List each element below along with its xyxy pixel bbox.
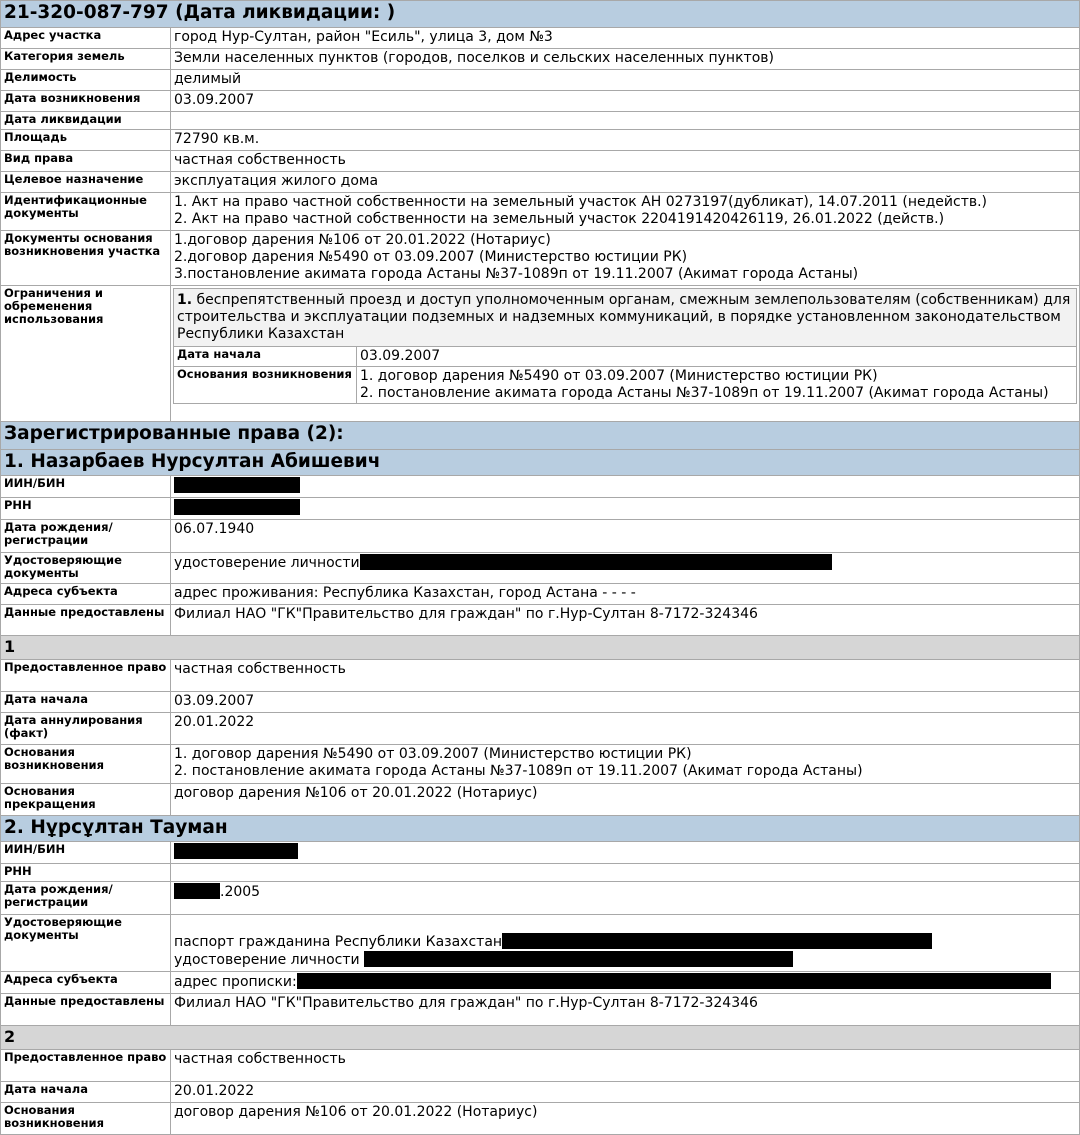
area-value: 72790 кв.м. [171, 130, 1080, 151]
owner2-iin-label: ИИН/БИН [1, 842, 171, 864]
owner2-doc-id: удостоверение личности [174, 952, 360, 968]
restriction-basis-value [357, 367, 1077, 404]
basis-doc-line: 3.постановление акимата города Астаны №37-1089п от 19.11.2007 (Акимат города Астаны) [174, 266, 859, 282]
owner1-termination-label: Основания прекращения [1, 784, 171, 816]
owner2-doc-line [174, 951, 1076, 969]
owner2-birth-suffix: .2005 [220, 884, 261, 900]
owner1-rnn-value [171, 498, 1080, 520]
liquidation-date-value [171, 112, 1080, 130]
owner2-docs-value [171, 915, 1080, 972]
owner1-annul-value: 20.01.2022 [171, 713, 1080, 745]
registered-rights-title: Зарегистрированные права (2): [1, 422, 1080, 450]
origin-date-label: Дата возникновения [1, 91, 171, 112]
purpose-value: эксплуатация жилого дома [171, 172, 1080, 193]
restriction-basis-line: 1. договор дарения №5490 от 03.09.2007 (Министерство юстиции РК) [360, 368, 878, 384]
owner2-iin-value [171, 842, 1080, 864]
owner2-rnn-label: РНН [1, 864, 171, 882]
restriction-start-value: 03.09.2007 [357, 347, 1077, 367]
owner1-birth-value: 06.07.1940 [171, 520, 1080, 553]
restriction-item [174, 289, 1077, 347]
restriction-text: беспрепятственный проезд и доступ уполномоченным органам, смежным землепользователям (собственникам) для строительства и эксплуатации подземных и надземных коммуникаций, в порядке установленном законодательством Республики Казахстан [177, 292, 1071, 342]
owner2-start-value: 20.01.2022 [171, 1082, 1080, 1103]
owner2-basis-label: Основания возникновения [1, 1103, 171, 1135]
owner2-docs-label: Удостоверяющие документы [1, 915, 171, 972]
restriction-start-label: Дата начала [174, 347, 357, 367]
owner1-basis-label: Основания возникновения [1, 745, 171, 784]
owner2-right-number: 2 [1, 1026, 1080, 1050]
owner1-title: 1. Назарбаев Нурсултан Абишевич [1, 450, 1080, 476]
owner2-address-value [171, 972, 1080, 994]
owner1-basis-value [171, 745, 1080, 784]
owner1-right-number: 1 [1, 636, 1080, 660]
owner1-start-value: 03.09.2007 [171, 692, 1080, 713]
owner2-address-text: адрес прописки: [174, 974, 297, 990]
owner1-basis-line: 2. постановление акимата города Астаны №37-1089п от 19.11.2007 (Акимат города Астаны) [174, 763, 863, 779]
owner2-basis-value: договор дарения №106 от 20.01.2022 (Нотариус) [171, 1103, 1080, 1135]
owner2-address-label: Адреса субъекта [1, 972, 171, 994]
redaction-block [364, 951, 793, 967]
area-label: Площадь [1, 130, 171, 151]
liquidation-date-label: Дата ликвидации [1, 112, 171, 130]
owner1-right-value: частная собственность [171, 660, 1080, 692]
redaction-block [174, 499, 300, 515]
redaction-block [174, 883, 220, 899]
redaction-block [174, 843, 298, 859]
owner1-iin-value [171, 476, 1080, 498]
address-label: Адрес участка [1, 28, 171, 49]
owner2-birth-label: Дата рождения/регистрации [1, 882, 171, 915]
right-type-label: Вид права [1, 151, 171, 172]
id-doc-line: 1. Акт на право частной собственности на земельный участок АН 0273197(дубликат), 14.07.2011 (недейств.) [174, 194, 988, 210]
owner2-title: 2. Нұрсұлтан Тауман [1, 816, 1080, 842]
owner1-termination-value: договор дарения №106 от 20.01.2022 (Нотариус) [171, 784, 1080, 816]
divisibility-label: Делимость [1, 70, 171, 91]
category-label: Категория земель [1, 49, 171, 70]
owner1-basis-line: 1. договор дарения №5490 от 03.09.2007 (Министерство юстиции РК) [174, 746, 692, 762]
restriction-number: 1. [177, 292, 193, 308]
owner1-provided-value: Филиал НАО "ГК"Правительство для граждан" по г.Нур-Султан 8-7172-324346 [171, 605, 1080, 636]
origin-date-value: 03.09.2007 [171, 91, 1080, 112]
owner1-rnn-label: РНН [1, 498, 171, 520]
owner2-birth-value [171, 882, 1080, 915]
document-title: 21-320-087-797 (Дата ликвидации: ) [1, 1, 1080, 28]
category-value: Земли населенных пунктов (городов, поселков и сельских населенных пунктов) [171, 49, 1080, 70]
owner2-right-value: частная собственность [171, 1050, 1080, 1082]
restriction-basis-line: 2. постановление акимата города Астаны №37-1089п от 19.11.2007 (Акимат города Астаны) [360, 385, 1049, 401]
owner1-birth-label: Дата рождения/регистрации [1, 520, 171, 553]
id-doc-line: 2. Акт на право частной собственности на земельный участок 2204191420426119, 26.01.2022 (действ.) [174, 211, 945, 227]
basis-docs-label: Документы основания возникновения участка [1, 231, 171, 286]
owner2-rnn-value [171, 864, 1080, 882]
owner2-provided-value: Филиал НАО "ГК"Правительство для граждан" по г.Нур-Султан 8-7172-324346 [171, 994, 1080, 1026]
owner2-start-label: Дата начала [1, 1082, 171, 1103]
owner2-doc-line [174, 933, 1076, 951]
redaction-block [360, 554, 832, 570]
owner1-provided-label: Данные предоставлены [1, 605, 171, 636]
owner1-address-value: адрес проживания: Республика Казахстан, город Астана - - - - [171, 584, 1080, 605]
owner1-right-label: Предоставленное право [1, 660, 171, 692]
purpose-label: Целевое назначение [1, 172, 171, 193]
owner2-right-label: Предоставленное право [1, 1050, 171, 1082]
owner1-annul-label: Дата аннулирования (факт) [1, 713, 171, 745]
basis-doc-line: 1.договор дарения №106 от 20.01.2022 (Нотариус) [174, 232, 551, 248]
redaction-block [297, 973, 1051, 989]
id-docs-value [171, 193, 1080, 231]
owner1-docs-text: удостоверение личности [174, 555, 360, 571]
restriction-basis-label: Основания возникновения [174, 367, 357, 404]
owner2-doc-passport: паспорт гражданина Республики Казахстан [174, 934, 503, 950]
basis-doc-line: 2.договор дарения №5490 от 03.09.2007 (Министерство юстиции РК) [174, 249, 688, 265]
owner2-provided-label: Данные предоставлены [1, 994, 171, 1026]
basis-docs-value [171, 231, 1080, 286]
address-value: город Нур-Султан, район "Есиль", улица 3, дом №3 [171, 28, 1080, 49]
owner1-docs-label: Удостоверяющие документы [1, 553, 171, 584]
owner1-start-label: Дата начала [1, 692, 171, 713]
restrictions-table [173, 288, 1077, 404]
right-type-value: частная собственность [171, 151, 1080, 172]
id-docs-label: Идентификационные документы [1, 193, 171, 231]
owner1-docs-value [171, 553, 1080, 584]
redaction-block [174, 477, 300, 493]
restrictions-value [171, 286, 1080, 422]
redaction-block [502, 933, 932, 949]
restrictions-label: Ограничения и обременения использования [1, 286, 171, 422]
owner1-iin-label: ИИН/БИН [1, 476, 171, 498]
owner1-address-label: Адреса субъекта [1, 584, 171, 605]
divisibility-value: делимый [171, 70, 1080, 91]
